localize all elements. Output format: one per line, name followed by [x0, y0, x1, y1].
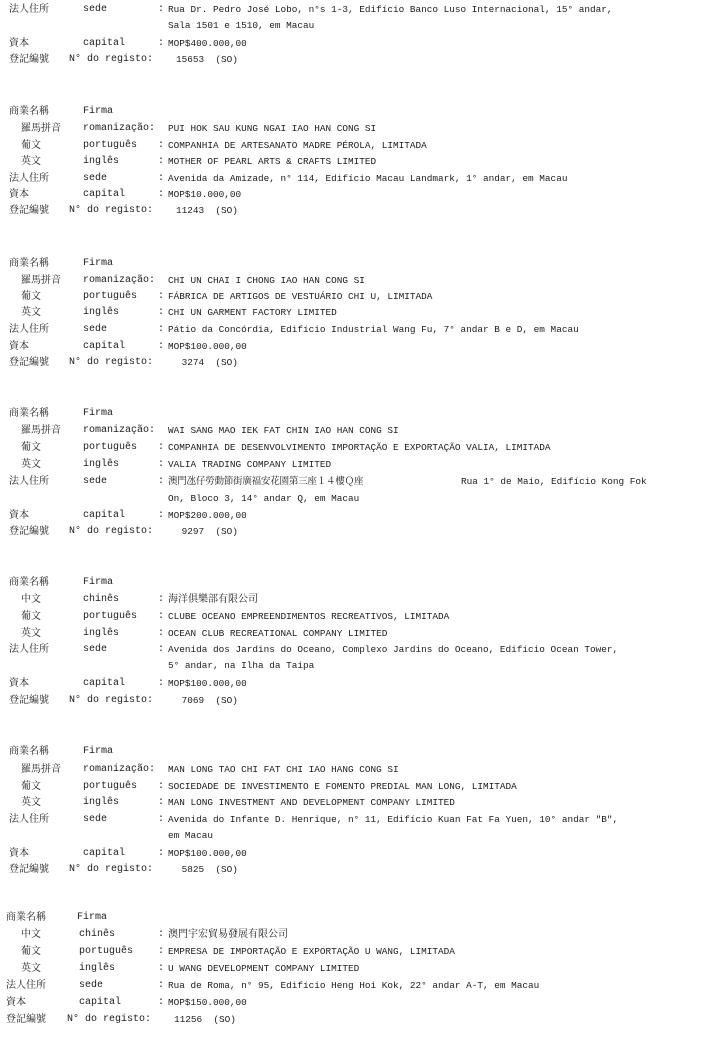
registo-value: 3274 (SO) [176, 357, 238, 368]
name-label-zh: 葡文 [21, 442, 41, 453]
capital-label-pt: capital [83, 341, 126, 352]
name-value: PUI HOK SAU KUNG NGAI IAO HAN CONG SI [168, 123, 377, 134]
name-label-zh: 英文 [21, 963, 41, 974]
sede-label-zh: 法人住所 [9, 476, 49, 487]
name-label-zh: 葡文 [21, 291, 41, 302]
sede-value-line: Rua Dr. Pedro José Lobo, n°s 1-3, Edifício Banco Luso Internacional, 15° andar, [168, 4, 613, 15]
name-label-zh: 羅馬拼音 [21, 123, 61, 134]
sede-label-pt: sede [83, 324, 108, 335]
firma-label-zh: 商業名稱 [9, 258, 49, 269]
name-label-pt: inglês [83, 156, 120, 167]
name-value: MOTHER OF PEARL ARTS & CRAFTS LIMITED [168, 156, 377, 167]
registo-value: 5825 (SO) [176, 864, 238, 875]
registo-value: 7069 (SO) [176, 695, 238, 706]
name-label-pt: português [83, 140, 138, 151]
capital-label-zh: 資本 [9, 510, 29, 521]
name-label-pt: chinês [79, 929, 116, 940]
name-label-pt: romanização: [83, 425, 156, 436]
sede-label-pt: sede [83, 814, 108, 825]
name-value: SOCIEDADE DE INVESTIMENTO E FOMENTO PREDIAL MAN LONG, LIMITADA [168, 781, 517, 792]
sede-label-pt: sede [83, 644, 108, 655]
capital-label-zh: 資本 [9, 678, 29, 689]
capital-value: MOP$400.000,00 [168, 38, 247, 49]
capital-label-pt: capital [83, 38, 126, 49]
name-value: WAI SANG MAO IEK FAT CHIN IAO HAN CONG SI [168, 425, 399, 436]
sede-value-line: Avenida do Infante D. Henrique, n° 11, Edifício Kuan Fat Fa Yuen, 10° andar "B", [168, 814, 619, 825]
name-label-zh: 中文 [21, 594, 41, 605]
name-value: FÁBRICA DE ARTIGOS DE VESTUÁRIO CHI U, LIMITADA [168, 291, 433, 302]
name-label-pt: inglês [83, 459, 120, 470]
sede-label-pt: sede [83, 476, 108, 487]
name-label-pt: romanização: [83, 764, 156, 775]
capital-label-pt: capital [79, 997, 122, 1008]
capital-label-zh: 資本 [9, 38, 29, 49]
registo-label-pt: N° do registo: [69, 864, 154, 875]
registo-label-zh: 登記編號 [9, 864, 49, 875]
capital-label-pt: capital [83, 189, 126, 200]
registo-label-pt: N° do registo: [69, 526, 154, 537]
registo-label-pt: N° do registo: [69, 205, 154, 216]
sede-label-pt: sede [83, 173, 108, 184]
firma-label-zh: 商業名稱 [9, 408, 49, 419]
firma-label-pt: Firma [83, 746, 114, 757]
firma-label-zh: 商業名稱 [6, 912, 46, 923]
firma-label-zh: 商業名稱 [9, 106, 49, 117]
sede-value-line: On, Bloco 3, 14° andar Q, em Macau [168, 493, 360, 504]
capital-label-pt: capital [83, 510, 126, 521]
name-label-zh: 英文 [21, 797, 41, 808]
registo-value: 15653 (SO) [176, 54, 238, 65]
name-label-zh: 中文 [21, 929, 41, 940]
name-value: U WANG DEVELOPMENT COMPANY LIMITED [168, 963, 360, 974]
sede-label-zh: 法人住所 [9, 814, 49, 825]
capital-value: MOP$150.000,00 [168, 997, 247, 1008]
sede-label-zh: 法人住所 [6, 980, 46, 991]
name-label-pt: inglês [83, 628, 120, 639]
name-label-zh: 葡文 [21, 781, 41, 792]
registo-value: 11243 (SO) [176, 205, 238, 216]
name-value: COMPANHIA DE DESENVOLVIMENTO IMPORTAÇÃO E EXPORTAÇÃO VALIA, LIMITADA [168, 442, 551, 453]
name-label-zh: 葡文 [21, 611, 41, 622]
name-label-zh: 葡文 [21, 140, 41, 151]
name-label-pt: português [79, 946, 134, 957]
registo-label-zh: 登記編號 [9, 526, 49, 537]
name-value: CHI UN GARMENT FACTORY LIMITED [168, 307, 337, 318]
name-label-zh: 羅馬拼音 [21, 425, 61, 436]
capital-value: MOP$10.000,00 [168, 189, 242, 200]
name-value-chinese: 澳門宇宏貿易發展有限公司 [168, 929, 288, 940]
name-value: OCEAN CLUB RECREATIONAL COMPANY LIMITED [168, 628, 388, 639]
firma-label-pt: Firma [83, 258, 114, 269]
registo-value: 11256 (SO) [174, 1014, 236, 1025]
name-value: VALIA TRADING COMPANY LIMITED [168, 459, 332, 470]
registo-label-pt: N° do registo: [69, 695, 154, 706]
firma-label-pt: Firma [83, 408, 114, 419]
sede-value-line: Pátio da Concórdia, Edifício Industrial Wang Fu, 7° andar B e D, em Macau [168, 324, 579, 335]
sede-value-line: Avenida dos Jardins do Oceano, Complexo Jardins do Oceano, Edifício Ocean Tower, [168, 644, 619, 655]
name-label-pt: chinês [83, 594, 120, 605]
sede-label-pt: sede [83, 4, 108, 15]
capital-label-zh: 資本 [9, 848, 29, 859]
registo-label-zh: 登記編號 [9, 205, 49, 216]
capital-value: MOP$200.000,00 [168, 510, 247, 521]
capital-value: MOP$100.000,00 [168, 848, 247, 859]
sede-value-line: Rua de Roma, n° 95, Edifício Heng Hoi Kok, 22° andar A-T, em Macau [168, 980, 540, 991]
name-label-zh: 英文 [21, 156, 41, 167]
firma-label-zh: 商業名稱 [9, 577, 49, 588]
sede-value-line: Avenida da Amizade, n° 114, Edifício Macau Landmark, 1° andar, em Macau [168, 173, 568, 184]
capital-value: MOP$100.000,00 [168, 341, 247, 352]
name-label-pt: romanização: [83, 123, 156, 134]
name-label-pt: inglês [79, 963, 116, 974]
registo-label-pt: N° do registo: [67, 1014, 152, 1025]
sede-label-pt: sede [79, 980, 104, 991]
capital-label-zh: 資本 [6, 997, 26, 1008]
name-label-pt: inglês [83, 797, 120, 808]
name-label-pt: português [83, 442, 138, 453]
capital-label-pt: capital [83, 848, 126, 859]
name-label-zh: 英文 [21, 307, 41, 318]
registo-label-zh: 登記編號 [9, 357, 49, 368]
registo-label-zh: 登記編號 [9, 695, 49, 706]
firma-label-pt: Firma [77, 912, 108, 923]
capital-label-zh: 資本 [9, 341, 29, 352]
registo-label-zh: 登記編號 [9, 54, 49, 65]
registo-value: 9297 (SO) [176, 526, 238, 537]
name-value: CLUBE OCEANO EMPREENDIMENTOS RECREATIVOS, LIMITADA [168, 611, 450, 622]
sede-value-line: em Macau [168, 830, 214, 841]
capital-label-pt: capital [83, 678, 126, 689]
name-label-pt: romanização: [83, 275, 156, 286]
name-label-zh: 英文 [21, 628, 41, 639]
sede-label-zh: 法人住所 [9, 644, 49, 655]
sede-value-line: 5° andar, na Ilha da Taipa [168, 660, 315, 671]
name-label-pt: português [83, 291, 138, 302]
name-label-pt: inglês [83, 307, 120, 318]
sede-value-chinese: 澳門氹仔勞動節街廣福安花園第三座１４樓Ｑ座 [168, 476, 364, 487]
registo-label-pt: N° do registo: [69, 357, 154, 368]
firma-label-zh: 商業名稱 [9, 746, 49, 757]
capital-value: MOP$100.000,00 [168, 678, 247, 689]
registo-label-pt: N° do registo: [69, 54, 154, 65]
sede-value-line: Rua 1° de Maio, Edifício Kong Fok [461, 476, 647, 487]
name-value: MAN LONG INVESTMENT AND DEVELOPMENT COMPANY LIMITED [168, 797, 455, 808]
name-value-chinese: 海洋俱樂部有限公司 [168, 594, 258, 605]
firma-label-pt: Firma [83, 577, 114, 588]
sede-label-zh: 法人住所 [9, 173, 49, 184]
firma-label-pt: Firma [83, 106, 114, 117]
name-label-zh: 葡文 [21, 946, 41, 957]
sede-label-zh: 法人住所 [9, 4, 49, 15]
name-label-pt: português [83, 781, 138, 792]
capital-label-zh: 資本 [9, 189, 29, 200]
name-label-zh: 羅馬拼音 [21, 764, 61, 775]
name-label-zh: 英文 [21, 459, 41, 470]
name-label-pt: português [83, 611, 138, 622]
registo-label-zh: 登記編號 [6, 1014, 46, 1025]
sede-label-zh: 法人住所 [9, 324, 49, 335]
sede-value-line: Sala 1501 e 1510, em Macau [168, 20, 315, 31]
name-value: EMPRESA DE IMPORTAÇÃO E EXPORTAÇÃO U WANG, LIMITADA [168, 946, 455, 957]
name-label-zh: 羅馬拼音 [21, 275, 61, 286]
name-value: COMPANHIA DE ARTESANATO MADRE PÉROLA, LIMITADA [168, 140, 427, 151]
name-value: CHI UN CHAI I CHONG IAO HAN CONG SI [168, 275, 365, 286]
name-value: MAN LONG TAO CHI FAT CHI IAO HANG CONG SI [168, 764, 399, 775]
